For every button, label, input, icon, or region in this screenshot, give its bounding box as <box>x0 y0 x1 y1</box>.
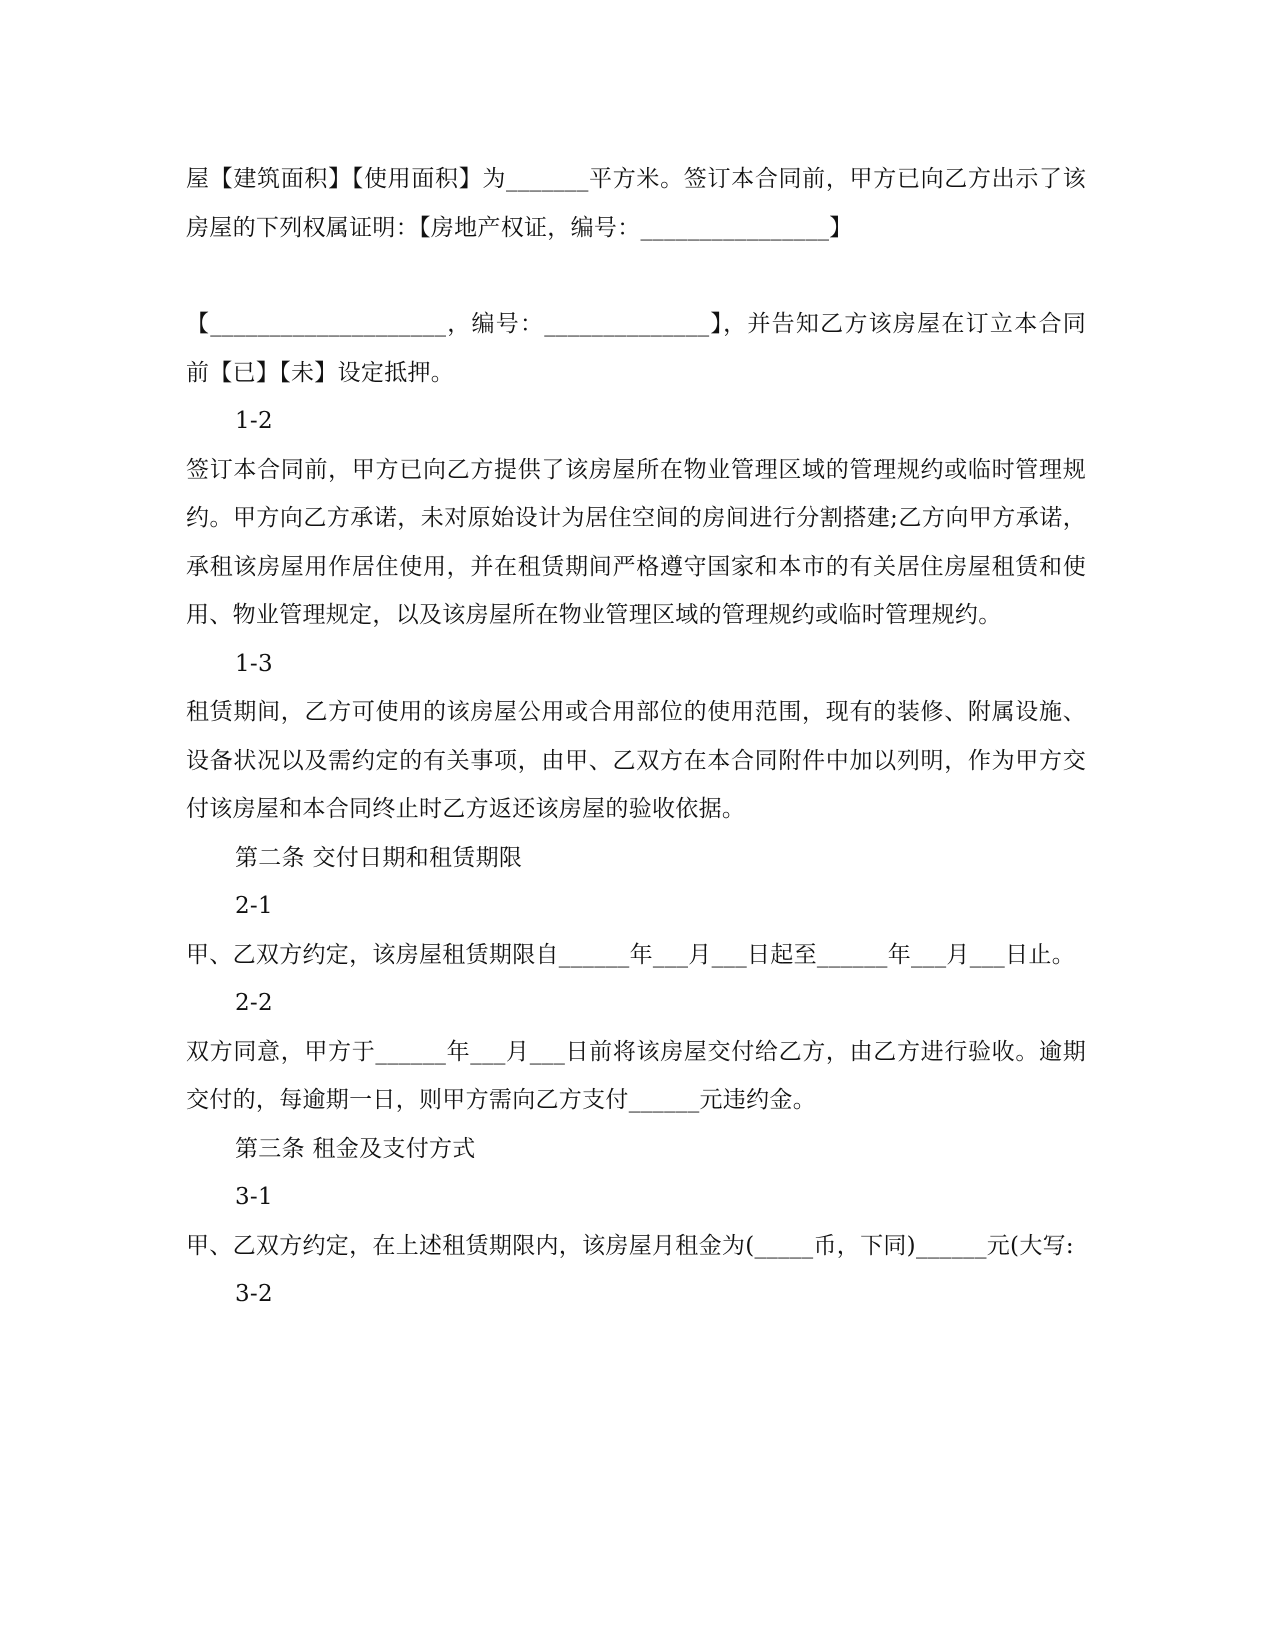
clause-number-3-2: 3-2 <box>235 1281 273 1307</box>
clause-number-1-3: 1-3 <box>235 650 273 677</box>
clause-number-2-1: 2-1 <box>235 893 273 919</box>
paragraph-mortgage-notice: 【____________________，编号：______________】，并告知乙方该房屋在订立本合同前【已】【未】设定抵押。 <box>186 311 1086 386</box>
paragraph-area-and-title-certificate: 屋【建筑面积】【使用面积】为_______平方米。签订本合同前，甲方已向乙方出示了该房屋的下列权属证明：【房地产权证，编号：________________】 <box>186 166 1086 241</box>
clause-number-3-1: 3-1 <box>235 1184 273 1210</box>
paragraph-delivery-date: 双方同意，甲方于______年___月___日前将该房屋交付给乙方，由乙方进行验收。逾期交付的，每逾期一日，则甲方需向乙方支付______元违约金。 <box>186 1038 1086 1113</box>
paragraph-common-areas: 租赁期间，乙方可使用的该房屋公用或合用部位的使用范围，现有的装修、附属设施、设备状况以及需约定的有关事项，由甲、乙双方在本合同附件中加以列明，作为甲方交付该房屋和本合同终止时乙方返还该房屋的验收依据。 <box>186 699 1086 822</box>
clause-number-2-2: 2-2 <box>235 990 273 1016</box>
paragraph-monthly-rent: 甲、乙双方约定，在上述租赁期限内，该房屋月租金为(_____币，下同)______元(大写: <box>186 1232 1074 1259</box>
paragraph-lease-term: 甲、乙双方约定，该房屋租赁期限自______年___月___日起至______年___月___日止。 <box>186 941 1075 968</box>
article-3-heading: 第三条 租金及支付方式 <box>235 1135 476 1162</box>
article-2-heading: 第二条 交付日期和租赁期限 <box>235 844 523 871</box>
document-body <box>186 155 1086 1319</box>
paragraph-management-rules: 签订本合同前，甲方已向乙方提供了该房屋所在物业管理区域的管理规约或临时管理规约。甲方向乙方承诺，未对原始设计为居住空间的房间进行分割搭建;乙方向甲方承诺，承租该房屋用作居住使用，并在租赁期间严格遵守国家和本市的有关居住房屋租赁和使用、物业管理规定，以及该房屋所在物业管理区域的管理规约或临时管理规约。 <box>186 456 1086 628</box>
clause-number-1-2: 1-2 <box>235 408 273 434</box>
